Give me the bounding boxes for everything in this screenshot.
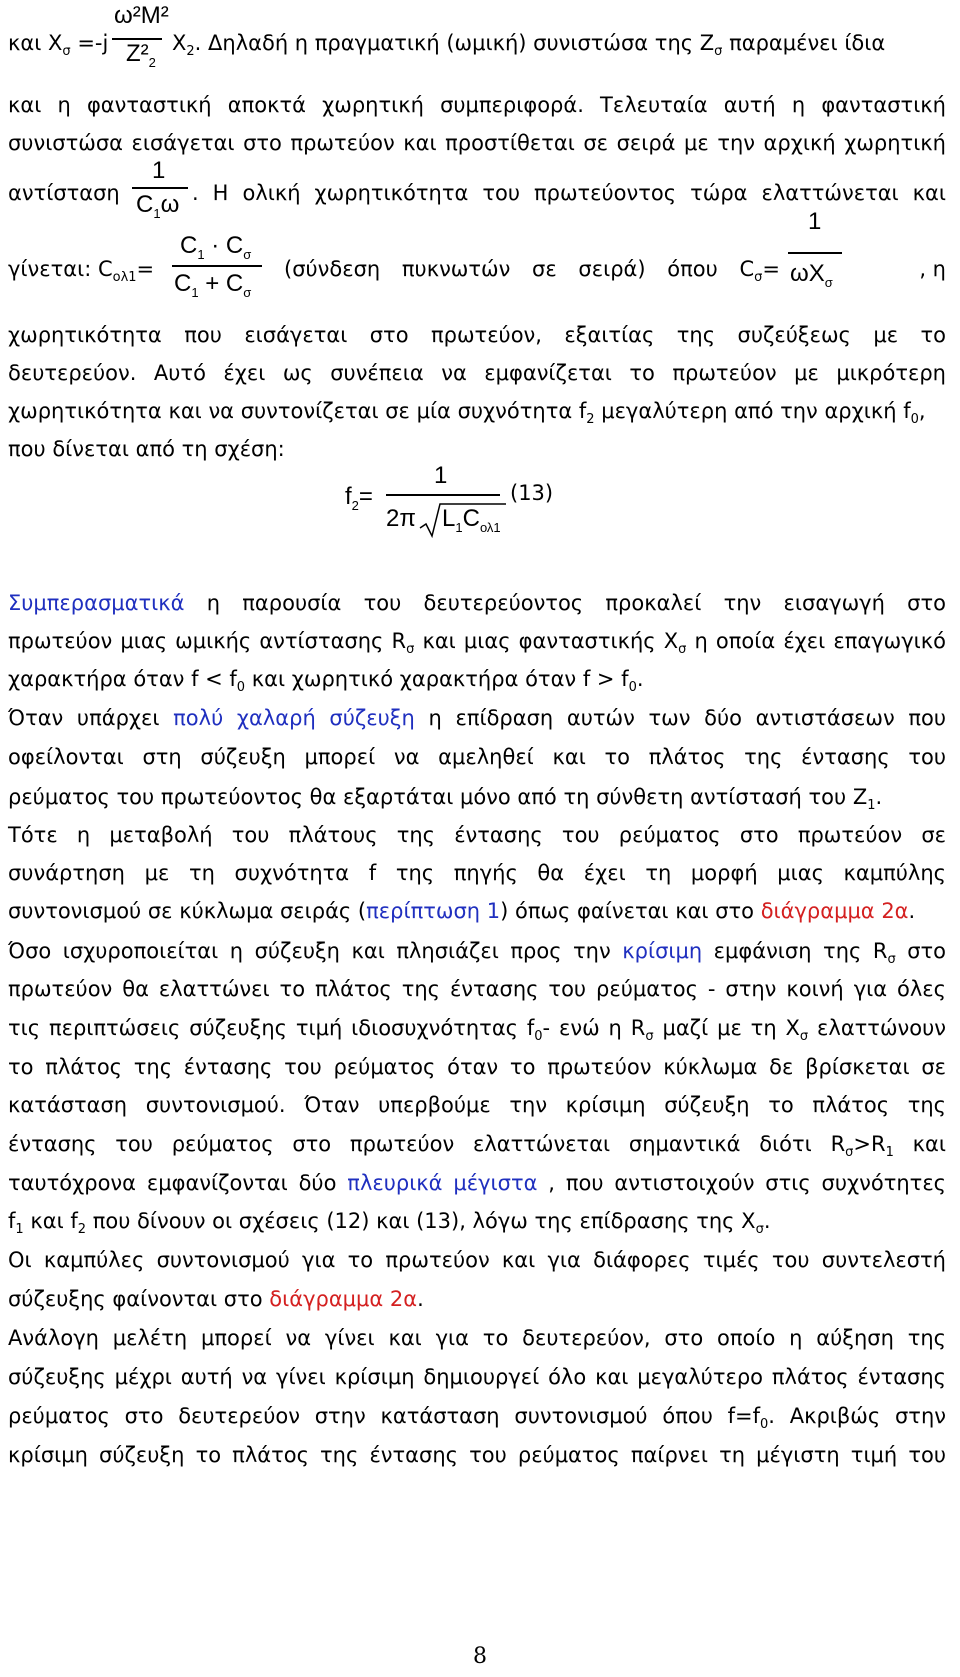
fraction-denominator: $Z^2_2$ — [126, 40, 156, 70]
p3-line-5: συνάρτηση με τη συχνότητα f της πηγής θα έχει τη μορφή μιας καμπύλης — [8, 861, 946, 885]
p4-line-1: Όσο ισχυροποιείται η σύζευξη και πλησιάζει προς την κρίσιμη εμφάνιση της $R_\sigma$ στο — [8, 939, 947, 968]
eq13-denominator: 2π — [386, 505, 416, 532]
p6-line-4: κρίσιμη σύζευξη το πλάτος της έντασης του ρεύματος παίρνει τη μέγιστη τιμή του — [8, 1443, 946, 1467]
eq13-fraction-bar — [386, 494, 500, 496]
line-2: και η φανταστική αποκτά χωρητική συμπεριφορά. Τελευταία αυτή η φανταστική — [8, 93, 946, 117]
p5-line-1: Οι καμπύλες συντονισμού για το πρωτεύον και για διάφορες τιμές του συντελεστή — [8, 1248, 946, 1272]
p2-line-2: πρωτεύον μιας ωμικής αντίστασης $R_\sigma$ και μιας φανταστικής $X_\sigma$ η οποία έχει επαγωγικό — [8, 629, 946, 658]
line-5-end: , η — [919, 257, 946, 281]
page-number: 8 — [473, 1644, 487, 1669]
fraction-c1-omega: 1 $C_1\omega$ — [132, 157, 188, 227]
text: και X — [8, 31, 63, 55]
line-1-end: $X_2$. Δηλαδή η πραγματική (ωμική) συνιστώσα της $Z_\sigma$ παραμένει ίδια — [172, 31, 886, 60]
p4-line-3: τις περιπτώσεις σύζευξης τιμή ιδιοσυχνότητας $f_0-$ ενώ η $R_\sigma$ μαζί με τη $X_\sigma$ ελαττώνουν — [8, 1016, 946, 1045]
fraction-one-over-omega-x: 1 $\omega X_\sigma$ — [788, 208, 844, 298]
eq13-numerator: 1 — [434, 462, 448, 489]
text: =-j — [70, 31, 109, 55]
line-6: χωρητικότητα που εισάγεται στο πρωτεύον, εξαιτίας της συζεύξεως με το — [8, 323, 946, 347]
p3-line-6: συντονισμού σε κύκλωμα σειράς (περίπτωση 1) όπως φαίνεται και στο διάγραμμα 2α. — [8, 899, 916, 923]
eq13-label: (13) — [510, 481, 554, 505]
line-5-pre: γίνεται: $C_{o\lambda 1}=$ — [8, 257, 155, 286]
p6-line-1: Ανάλογη μελέτη μπορεί να γίνει και για το δευτερεύον, στο οποίο η αύξηση της — [8, 1326, 946, 1350]
p4-line-6: έντασης του ρεύματος στο πρωτεύον ελαττώνεται σημαντικά διότι $R_\sigma>R_1$ και — [8, 1132, 946, 1161]
fraction-numerator: ω²M² — [114, 2, 169, 29]
p4-line-4: το πλάτος της έντασης του ρεύματος όταν το πρωτεύον κύκλωμα δε βρίσκεται σε — [8, 1055, 946, 1079]
p6-line-3: ρεύματος στο δευτερεύον στην κατάσταση συντονισμού όπου $f=f_0$. Ακριβώς στην — [8, 1404, 946, 1433]
p3-line-3: ρεύματος του πρωτεύοντος θα εξαρτάται μόνο από τη σύνθετη αντίστασή του $Z_1$. — [8, 785, 883, 814]
p4-line-2: πρωτεύον θα ελαττώνει το πλάτος της έντασης του ρεύματος - στην κοινή για όλες — [8, 977, 946, 1001]
fraction-omega-m — [112, 2, 169, 72]
p4-line-8: $f_1$ και $f_2$ που δίνουν οι σχέσεις (12) και (13), λόγω της επίδρασης της $X_\sigma$. — [8, 1209, 771, 1238]
p4-line-5: κατάσταση συντονισμού. Όταν υπερβούμε την κρίσιμη σύζευξη το πλάτος της — [8, 1093, 946, 1117]
fraction-series-capacitance: $C_1 \cdot C_\sigma$ $C_1 + C_\sigma$ — [172, 232, 264, 308]
line-5-mid: (σύνδεση πυκνωτών σε σειρά) όπου $C_\sigma=$ — [284, 257, 780, 286]
p2-line-1: Συμπερασματικά η παρουσία του δευτερεύοντος προκαλεί την εισαγωγή στο — [8, 591, 946, 615]
line-9: που δίνεται από τη σχέση: — [8, 437, 285, 461]
line-7: δευτερεύον. Αυτό έχει ως συνέπεια να εμφανίζεται το πρωτεύον με μικρότερη — [8, 361, 946, 385]
line-4-pre: αντίσταση — [8, 181, 120, 205]
p5-line-2: σύζευξης φαίνονται στο διάγραμμα 2α. — [8, 1287, 424, 1311]
eq13-lhs: $f_2=$ — [345, 483, 373, 513]
line-3: συνιστώσα εισάγεται στο πρωτεύον και προστίθεται σε σειρά με την αρχική χωρητική — [8, 131, 946, 155]
line-4-post: . Η ολική χωρητικότητα του πρωτεύοντος τώρα ελαττώνεται και — [192, 181, 946, 205]
p3-line-1: Όταν υπάρχει πολύ χαλαρή σύζευξη η επίδραση αυτών των δύο αντιστάσεων που — [8, 706, 946, 730]
p4-line-7: ταυτόχρονα εμφανίζονται δύο πλευρικά μέγιστα , που αντιστοιχούν στις συχνότητες — [8, 1171, 946, 1195]
sub: σ — [62, 44, 71, 60]
eq13-radicand: $L_1C_{o\lambda 1}$ — [442, 505, 501, 535]
p3-line-4: Τότε η μεταβολή του πλάτους της έντασης του ρεύματος στο πρωτεύον σε — [8, 823, 946, 847]
p6-line-2: σύζευξης μέχρι αυτή να γίνει κρίσιμη δημιουργεί όλο και μεγαλύτερο πλάτος έντασης — [8, 1365, 946, 1389]
line-8: χωρητικότητα και να συντονίζεται σε μία συχνότητα $f_2$ μεγαλύτερη από την αρχική $f_0$, — [8, 399, 926, 428]
highlight-blue: Συμπερασματικά — [8, 591, 185, 615]
p2-line-3: χαρακτήρα όταν $f < f_0$ και χωρητικό χαρακτήρα όταν $f > f_0$. — [8, 667, 644, 696]
p3-line-2: οφείλονται στη σύζευξη μπορεί να αμεληθεί και το πλάτος της έντασης του — [8, 745, 946, 769]
